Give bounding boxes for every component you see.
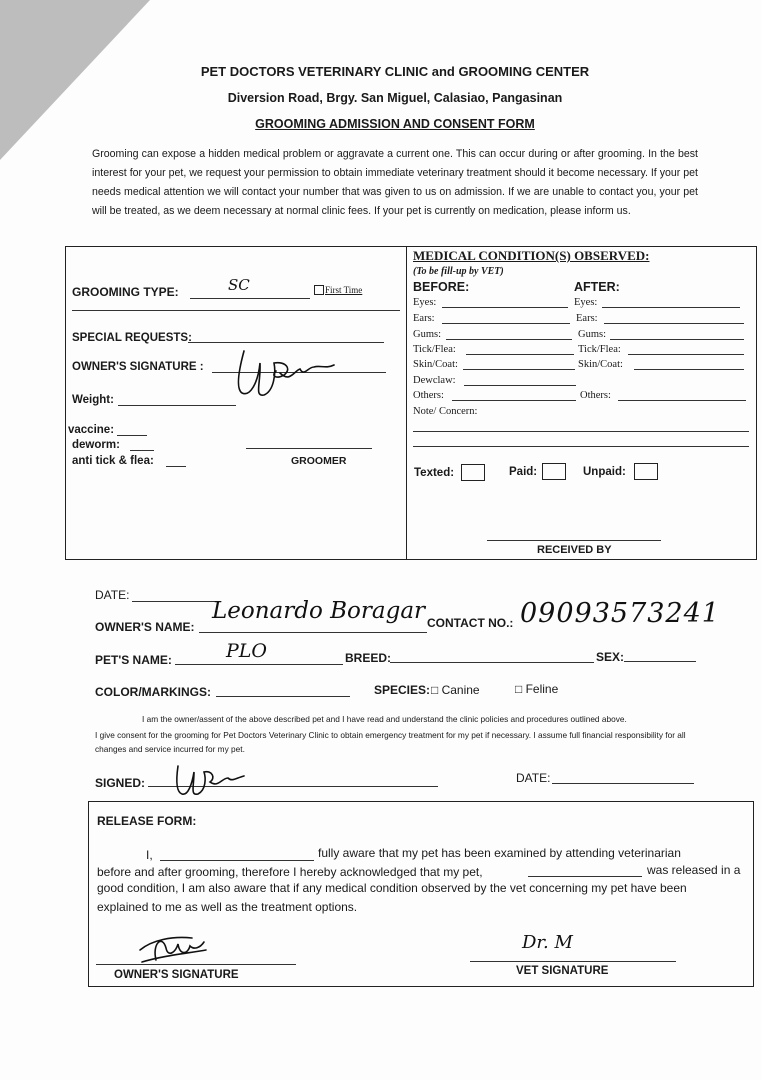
medical-title: MEDICAL CONDITION(S) OBSERVED: (413, 248, 650, 263)
species-label: SPECIES: (374, 683, 431, 697)
before-ears-line[interactable] (442, 323, 570, 324)
before-eyes-line[interactable] (442, 307, 568, 308)
note-line-1[interactable] (413, 431, 749, 432)
note-line-2[interactable] (413, 446, 749, 447)
after-gums-line[interactable] (610, 339, 744, 340)
vet-signature-label: VET SIGNATURE (516, 965, 609, 977)
sex-label: SEX: (596, 650, 625, 664)
texted-label: Texted: (414, 467, 455, 479)
pet-name-label: PET'S NAME: (95, 653, 172, 667)
before-dewclaw-label: Dewclaw: (413, 375, 456, 386)
after-eyes-line[interactable] (602, 307, 740, 308)
anti-tick-line[interactable] (166, 466, 186, 467)
owner-name-value: Leonardo Boragar (212, 598, 426, 624)
owner-signature-scribble-1 (230, 343, 340, 403)
before-others-label: Others: (413, 390, 444, 401)
owners-signature-label: OWNER'S SIGNATURE : (72, 361, 204, 373)
clinic-address: Diversion Road, Brgy. San Miguel, Calasiao, Pangasinan (227, 91, 563, 105)
texted-checkbox[interactable] (461, 464, 485, 481)
vet-signature-line[interactable] (470, 961, 676, 962)
date2-line[interactable] (552, 783, 694, 784)
after-ears-label: Ears: (576, 313, 598, 324)
weight-label: Weight: (72, 394, 114, 406)
owner-signature-scribble-2 (172, 760, 252, 802)
after-eyes-label: Eyes: (574, 297, 598, 308)
after-others-label: Others: (580, 390, 611, 401)
groomer-line[interactable] (246, 448, 372, 449)
note-concern-label: Note/ Concern: (413, 406, 478, 417)
panel-divider (406, 246, 407, 560)
medical-subtitle: (To be fill-up by VET) (413, 266, 504, 277)
before-others-line[interactable] (452, 400, 576, 401)
clinic-name: PET DOCTORS VETERINARY CLINIC and GROOMING CENTER (200, 64, 590, 79)
sex-line[interactable] (624, 661, 696, 662)
pet-name-line[interactable] (175, 664, 343, 665)
release-owner-signature-label: OWNER'S SIGNATURE (114, 969, 239, 981)
owner-name-line[interactable] (199, 632, 427, 633)
date-label: DATE: (95, 588, 130, 602)
breed-line[interactable] (390, 662, 594, 663)
folded-corner (0, 0, 150, 160)
paid-label: Paid: (509, 466, 538, 478)
unpaid-label: Unpaid: (583, 466, 626, 478)
before-gums-line[interactable] (446, 339, 572, 340)
after-skincoat-label: Skin/Coat: (578, 359, 623, 370)
breed-label: BREED: (345, 651, 392, 665)
date-line[interactable] (132, 601, 218, 602)
release-name-line[interactable] (160, 860, 314, 861)
grooming-extra-line[interactable] (72, 310, 400, 311)
pet-name-value: PLO (226, 640, 267, 662)
consent-line-1: I am the owner/assent of the above described pet and I have read and understand the clinic policies and procedures outlined above. (142, 714, 627, 724)
color-markings-label: COLOR/MARKINGS: (95, 685, 211, 699)
after-label: AFTER: (574, 280, 620, 294)
vaccine-line[interactable] (117, 435, 147, 436)
after-others-line[interactable] (618, 400, 746, 401)
paid-checkbox[interactable] (542, 463, 566, 480)
anti-tick-label: anti tick & flea: (72, 455, 154, 467)
owner-name-label: OWNER'S NAME: (95, 620, 195, 634)
contact-value: 09093573241 (520, 598, 720, 629)
release-line4: explained to me as well as the treatment options. (97, 900, 358, 914)
deworm-line[interactable] (130, 450, 154, 451)
before-tickflea-line[interactable] (466, 354, 574, 355)
deworm-label: deworm: (72, 439, 120, 451)
before-ears-label: Ears: (413, 313, 435, 324)
unpaid-checkbox[interactable] (634, 463, 658, 480)
release-line1-b: fully aware that my pet has been examined by attending veterinarian (318, 846, 681, 860)
release-line3: good condition, I am also aware that if any medical condition observed by the vet concerning my pet have been (97, 881, 687, 895)
intro-paragraph: Grooming can expose a hidden medical problem or aggravate a current one. This can occur during or after grooming. In the best interest for your pet, we request your permission to obtain immediate veterinary treatment should it become necessary. If your pet needs medical attention we will contact your number that was given to us on admission. If we are unable to contact you, your pet will be treated, as we deem necessary at normal clinic fees. If your pet is currently on medication, please inform us. (92, 148, 698, 217)
release-line2-a: before and after grooming, therefore I hereby acknowledged that my pet, (97, 865, 483, 879)
grooming-type-value: SC (228, 276, 250, 294)
first-time-label: First Time (325, 285, 363, 295)
consent-line-2: I give consent for the grooming for Pet Doctors Veterinary Clinic to obtain emergency treatment for my pet if necessary. I assume full financial responsibility for all changes and service incurred for my pet. (95, 730, 686, 754)
vaccine-label: vaccine: (68, 424, 115, 436)
contact-label: CONTACT NO.: (427, 616, 514, 630)
date2-label: DATE: (516, 771, 551, 785)
weight-line[interactable] (118, 405, 236, 406)
vet-handwriting: Dr. M (522, 932, 573, 953)
before-skincoat-line[interactable] (463, 369, 575, 370)
release-owner-signature-line[interactable] (96, 964, 296, 965)
form-title: GROOMING ADMISSION AND CONSENT FORM (255, 117, 535, 131)
color-markings-line[interactable] (216, 696, 350, 697)
release-owner-signature-scribble (132, 920, 212, 970)
release-title: RELEASE FORM: (97, 814, 197, 828)
signed-label: SIGNED: (95, 776, 146, 790)
received-by-label: RECEIVED BY (537, 544, 612, 556)
species-canine-option[interactable]: □ Canine (431, 683, 480, 697)
received-by-line[interactable] (487, 540, 661, 541)
special-requests-label: SPECIAL REQUESTS: (72, 332, 192, 344)
before-gums-label: Gums: (413, 329, 442, 340)
before-dewclaw-line[interactable] (464, 385, 576, 386)
release-pet-line[interactable] (528, 876, 642, 877)
after-gums-label: Gums: (578, 329, 607, 340)
species-feline-option[interactable]: □ Feline (515, 682, 559, 696)
groomer-label: GROOMER (291, 455, 347, 467)
release-line2-b: was released in a (647, 863, 741, 877)
first-time-checkbox[interactable] (314, 285, 324, 295)
after-tickflea-label: Tick/Flea: (578, 344, 621, 355)
before-eyes-label: Eyes: (413, 297, 437, 308)
before-tickflea-label: Tick/Flea: (413, 344, 456, 355)
before-label: BEFORE: (413, 280, 470, 294)
after-ears-line[interactable] (604, 323, 744, 324)
release-line1-a: I, (146, 848, 153, 862)
grooming-type-label: GROOMING TYPE: (72, 285, 179, 299)
after-skincoat-line[interactable] (634, 369, 744, 370)
after-tickflea-line[interactable] (628, 354, 744, 355)
grooming-type-line[interactable] (190, 298, 310, 299)
before-skincoat-label: Skin/Coat: (413, 359, 458, 370)
